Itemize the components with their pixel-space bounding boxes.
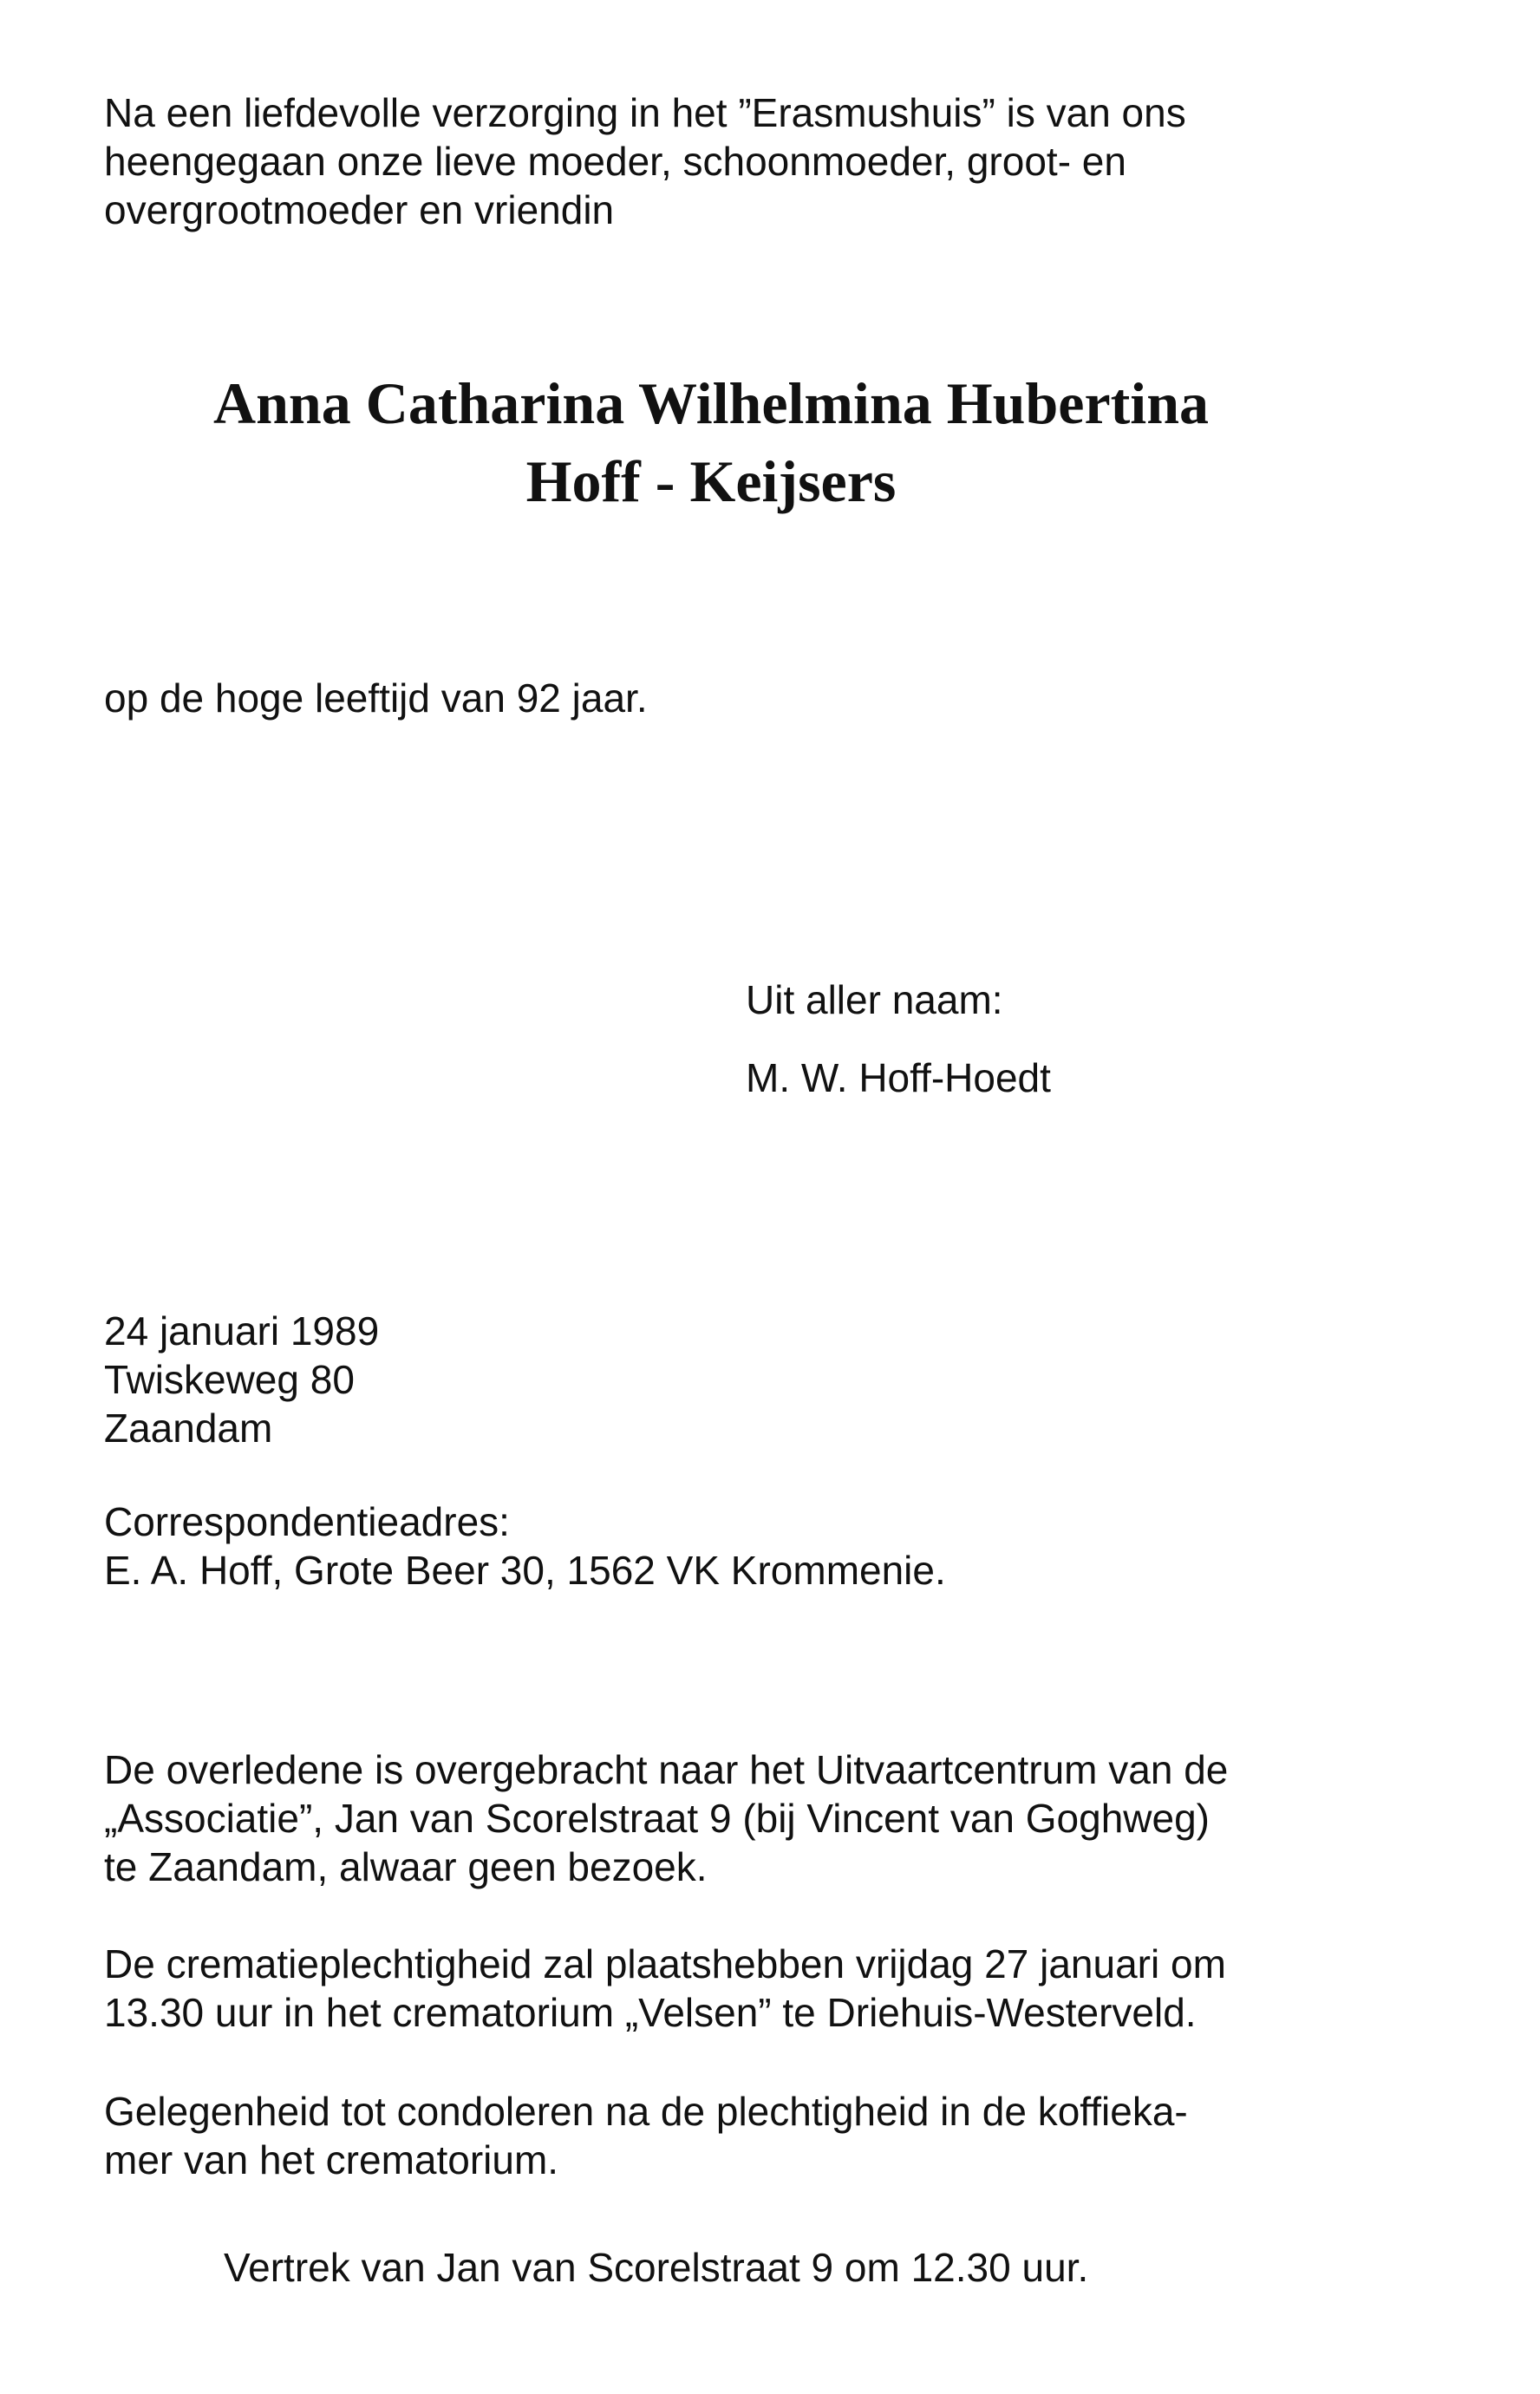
deceased-name (104, 364, 1318, 520)
transfer-line: te Zaandam, alwaar geen bezoek. (104, 1844, 708, 1889)
signature-block (746, 975, 1051, 1102)
signature-label: Uit aller naam: (746, 977, 1003, 1022)
deceased-surname: Hoff - Keijsers (525, 448, 897, 514)
city: Zaandam (104, 1406, 273, 1451)
correspondence-block (104, 1497, 946, 1595)
street: Twiskeweg 80 (104, 1357, 355, 1402)
condolence-line: Gelegenheid tot condoleren na de plechtigheid in de koffieka- (104, 2089, 1188, 2134)
intro-line: overgrootmoeder en vriendin (104, 187, 615, 232)
correspondence-address: E. A. Hoff, Grote Beer 30, 1562 VK Krommenie. (104, 1548, 946, 1593)
date: 24 januari 1989 (104, 1308, 380, 1354)
age-line: op de hoge leeftijd van 92 jaar. (104, 675, 648, 721)
transfer-line: De overledene is overgebracht naar het Uitvaartcentrum van de (104, 1747, 1229, 1792)
intro-paragraph (104, 88, 1186, 234)
cremation-line: 13.30 uur in het crematorium „Velsen” te Driehuis-Westerveld. (104, 1990, 1197, 2035)
departure-line: Vertrek van Jan van Scorelstraat 9 om 12.30 uur. (224, 2245, 1089, 2290)
intro-line: heengegaan onze lieve moeder, schoonmoeder, groot- en (104, 139, 1126, 184)
cremation-line: De crematieplechtigheid zal plaatshebben vrijdag 27 januari om (104, 1941, 1226, 1986)
correspondence-label: Correspondentieadres: (104, 1499, 510, 1544)
transfer-paragraph (104, 1745, 1228, 1891)
cremation-paragraph (104, 1940, 1226, 2037)
transfer-line: „Associatie”, Jan van Scorelstraat 9 (bij Vincent van Goghweg) (104, 1796, 1210, 1841)
condolence-line: mer van het crematorium. (104, 2137, 559, 2182)
condolence-paragraph (104, 2087, 1188, 2184)
date-address-block (104, 1307, 379, 1452)
intro-line: Na een liefdevolle verzorging in het ”Erasmushuis” is van ons (104, 90, 1186, 135)
deceased-given-names: Anna Catharina Wilhelmina Hubertina (212, 370, 1210, 436)
signature-name: M. W. Hoff-Hoedt (746, 1055, 1051, 1100)
